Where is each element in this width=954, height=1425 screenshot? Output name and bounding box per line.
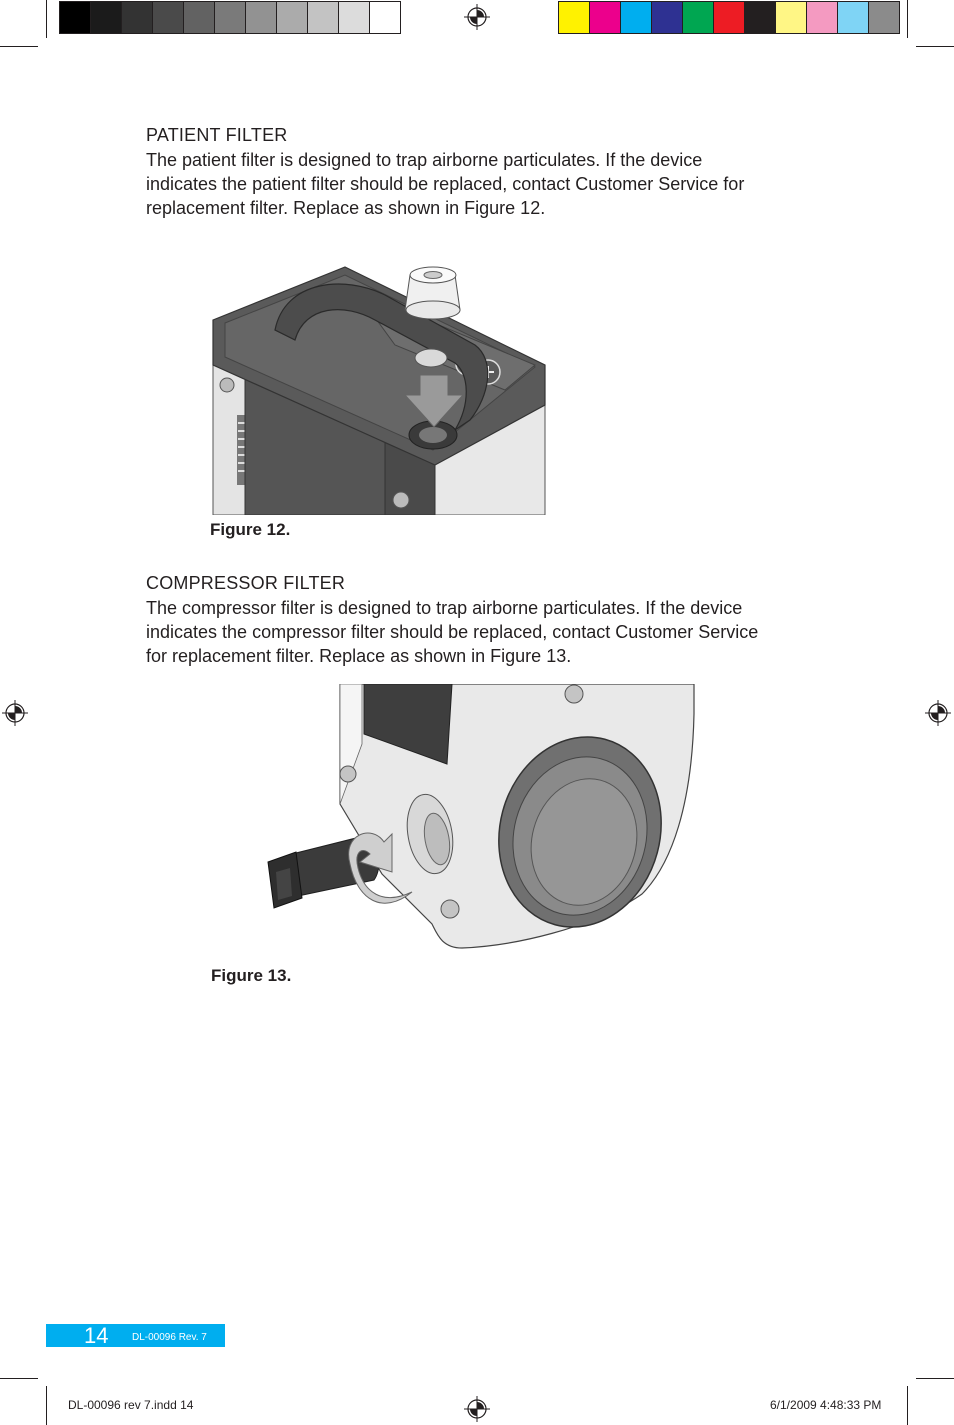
process-color-bar <box>558 1 900 34</box>
color-swatch <box>869 2 899 33</box>
crop-mark <box>916 46 954 47</box>
crop-mark <box>46 1386 47 1425</box>
figure-12-caption: Figure 12. <box>210 520 291 539</box>
page-number: 14 <box>84 1323 109 1348</box>
color-swatch <box>683 2 714 33</box>
color-swatch <box>122 2 153 33</box>
color-swatch <box>153 2 184 33</box>
patient-filter-heading: PATIENT FILTER <box>146 125 288 145</box>
color-swatch <box>838 2 869 33</box>
registration-mark-icon <box>925 700 951 726</box>
figure-13-caption: Figure 13. <box>211 966 292 985</box>
crop-mark <box>0 46 38 47</box>
crop-mark <box>0 1378 38 1379</box>
color-swatch <box>745 2 776 33</box>
slug-filename: DL-00096 rev 7.indd 14 <box>68 1398 194 1412</box>
registration-mark-icon <box>2 700 28 726</box>
color-swatch <box>184 2 215 33</box>
page-number-tab <box>46 1324 225 1347</box>
color-swatch <box>246 2 277 33</box>
gray-color-bar <box>59 1 401 34</box>
color-swatch <box>714 2 745 33</box>
color-swatch <box>91 2 122 33</box>
color-swatch <box>215 2 246 33</box>
crop-mark <box>46 0 47 38</box>
figure-13-illustration <box>262 684 698 950</box>
color-swatch <box>807 2 838 33</box>
registration-mark-icon <box>464 1396 490 1422</box>
color-swatch <box>652 2 683 33</box>
compressor-filter-heading: COMPRESSOR FILTER <box>146 573 346 593</box>
compressor-filter-description: The compressor filter is designed to trap airborne particulates. If the device indicates the compressor filter should be replaced, contact Customer Service for replacement filter. Replace as shown in Figure 13. <box>146 598 759 666</box>
color-swatch <box>559 2 590 33</box>
crop-mark <box>907 1386 908 1425</box>
patient-filter-description: The patient filter is designed to trap airborne particulates. If the device indicates the patient filter should be replaced, contact Customer Service for replacement filter. Replace as shown in Figure 12. <box>146 150 745 218</box>
slug-timestamp: 6/1/2009 4:48:33 PM <box>770 1398 882 1412</box>
crop-mark <box>916 1378 954 1379</box>
color-swatch <box>277 2 308 33</box>
color-swatch <box>308 2 339 33</box>
figure-12-illustration <box>205 255 560 515</box>
color-swatch <box>60 2 91 33</box>
color-swatch <box>590 2 621 33</box>
color-swatch <box>621 2 652 33</box>
document-revision: DL-00096 Rev. 7 <box>132 1332 207 1343</box>
color-swatch <box>339 2 370 33</box>
color-swatch <box>776 2 807 33</box>
color-swatch <box>370 2 400 33</box>
registration-mark-icon <box>464 4 490 30</box>
crop-mark <box>907 0 908 38</box>
